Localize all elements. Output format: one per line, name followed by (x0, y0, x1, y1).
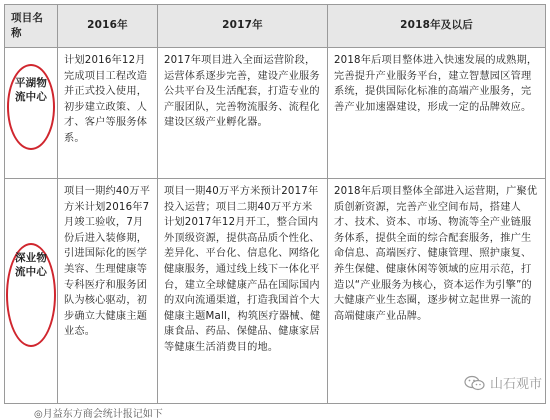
wechat-logo-icon (464, 375, 486, 391)
plan-2018-cell: 2018年后项目整体全部进入运营期，广聚优质创新资源，完善产业空间布局，搭建人才、技术、资本、市场、物流等全产业链服务体系，提供全面的综合配套服务，推广生命信息、高端医疗、健康管理、照护康复、养生保健、健康休闲等领域的应用示范，打造以“产业服务为核心，资本运作为引擎”的大健康产业生态圈，逐步树立起世界一流的高端健康产业品牌。 (328, 179, 546, 404)
plan-2016-cell: 项目一期约40万平方米计划2016年7月竣工验收，7月份后进入装修期，引进国际化的医学美容、生理健康等专科医疗和服务团队为核心驱动，初步确立大健康主题业态。 (58, 179, 158, 404)
table-header-row (5, 5, 546, 48)
project-cell (5, 179, 58, 404)
plan-2018-cell: 2018年后项目整体进入快速发展的成熟期，完善提升产业服务平台，建立智慧园区管理系统，提供国际化标准的高端产业服务，完善产业加速器建设，形成一定的品牌效应。 (328, 48, 546, 179)
plan-2017-cell: 2017年项目进入全面运营阶段，运营体系逐步完善，建设产业服务公共平台及生活配套，打造专业的产服团队，完善物流服务、流程化建设区级产业孵化器。 (158, 48, 328, 179)
plan-2016-cell: 计划2016年12月完成项目工程改造并正式投入使用，初步建立政策、人才、客户等服务体系。 (58, 48, 158, 179)
project-name: 平湖物流中心 (14, 77, 48, 103)
project-timeline-table (4, 4, 546, 404)
header-year-2017: 2017年 (158, 5, 328, 48)
footer-note: ◎月益东方商会统计报记如下 (34, 409, 163, 420)
watermark (464, 373, 542, 392)
project-cell (5, 48, 58, 179)
table-row (5, 179, 546, 404)
plan-2017-cell: 项目一期40万平方米预计2017年投入运营；项目二期40万平方米计划2017年12月开工，整合国内外顶级资源，提供高品质个性化、差异化、平台化、信息化、网络化健康服务，通过线上线下一体化平台，建立全球健康产品在国际国内的双向流通渠道，打造我国首个大健康主题Mall，构筑医疗器械、健康食品、药品、保健品、健康家居等健康生活消费目的地。 (158, 179, 328, 404)
header-project-name: 项目名称 (5, 5, 58, 48)
header-year-2018-onward: 2018年及以后 (328, 5, 546, 48)
watermark-text: 山石观市 (489, 377, 542, 392)
header-year-2016: 2016年 (58, 5, 158, 48)
project-name: 深业物流中心 (14, 252, 48, 278)
table-row (5, 48, 546, 179)
